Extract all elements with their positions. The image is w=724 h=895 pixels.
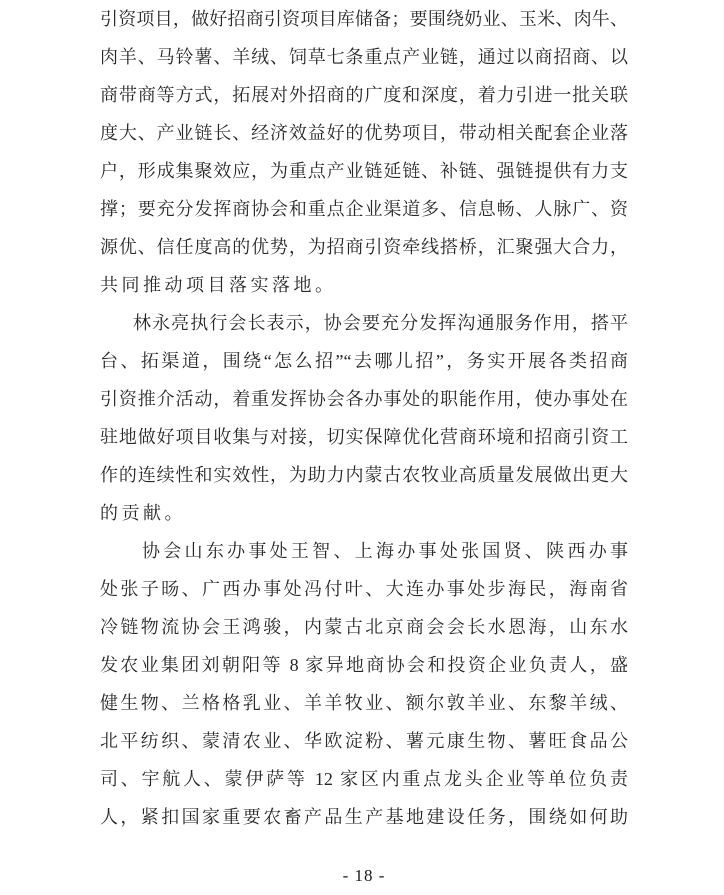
text-line: 的贡献。 bbox=[100, 503, 186, 523]
text-line: 冷链物流协会王鸿骏，内蒙古北京商会会长水恩海，山东水 bbox=[100, 617, 628, 637]
text-line: 台、拓渠道，围绕“怎么招”“去哪儿招”，务实开展各类招商 bbox=[100, 351, 628, 371]
page-number: - 18 - bbox=[342, 866, 386, 885]
text-line: 商带商等方式，拓展对外招商的广度和深度，着力引进一批关联 bbox=[100, 85, 628, 105]
text-line: 度大、产业链长、经济效益好的优势项目，带动相关配套企业落 bbox=[100, 123, 628, 143]
paragraph bbox=[100, 304, 628, 532]
text-line: 健生物、兰格格乳业、羊羊牧业、额尔敦羊业、东黎羊绒、 bbox=[100, 693, 628, 713]
text-line: 引资项目，做好招商引资项目库储备；要围绕奶业、玉米、肉牛、 bbox=[100, 9, 628, 29]
text-line: 撑；要充分发挥商协会和重点企业渠道多、信息畅、人脉广、资 bbox=[100, 199, 628, 219]
text-line: 户，形成集聚效应，为重点产业链延链、补链、强链提供有力支 bbox=[100, 161, 628, 181]
text-line: 北平纺织、蒙清农业、华欧淀粉、薯元康生物、薯旺食品公 bbox=[100, 731, 628, 751]
paragraph bbox=[100, 0, 628, 304]
text-line: 引资推介活动，着重发挥协会各办事处的职能作用，使办事处在 bbox=[100, 389, 628, 409]
text-line: 驻地做好项目收集与对接，切实保障优化营商环境和招商引资工 bbox=[100, 427, 628, 447]
text-line: 林永亮执行会长表示，协会要充分发挥沟通服务作用，搭平 bbox=[133, 313, 628, 333]
text-line: 肉羊、马铃薯、羊绒、饲草七条重点产业链，通过以商招商、以 bbox=[100, 47, 628, 67]
text-line: 源优、信任度高的优势，为招商引资牵线搭桥，汇聚强大合力， bbox=[100, 237, 628, 257]
text-line: 协会山东办事处王智、上海办事处张国贤、陕西办事 bbox=[142, 541, 628, 561]
text-line: 共同推动项目落实落地。 bbox=[100, 275, 337, 295]
text-line: 处张子旸、广西办事处冯付叶、大连办事处步海民，海南省 bbox=[100, 579, 628, 599]
text-line: 司、宇航人、蒙伊萨等 12 家区内重点龙头企业等单位负责 bbox=[100, 769, 628, 789]
paragraph bbox=[100, 532, 628, 836]
text-line: 人，紧扣国家重要农畜产品生产基地建设任务，围绕如何助 bbox=[100, 807, 628, 827]
text-line: 发农业集团刘朝阳等 8 家异地商协会和投资企业负责人，盛 bbox=[100, 655, 628, 675]
text-line: 作的连续性和实效性，为助力内蒙古农牧业高质量发展做出更大 bbox=[100, 465, 628, 485]
